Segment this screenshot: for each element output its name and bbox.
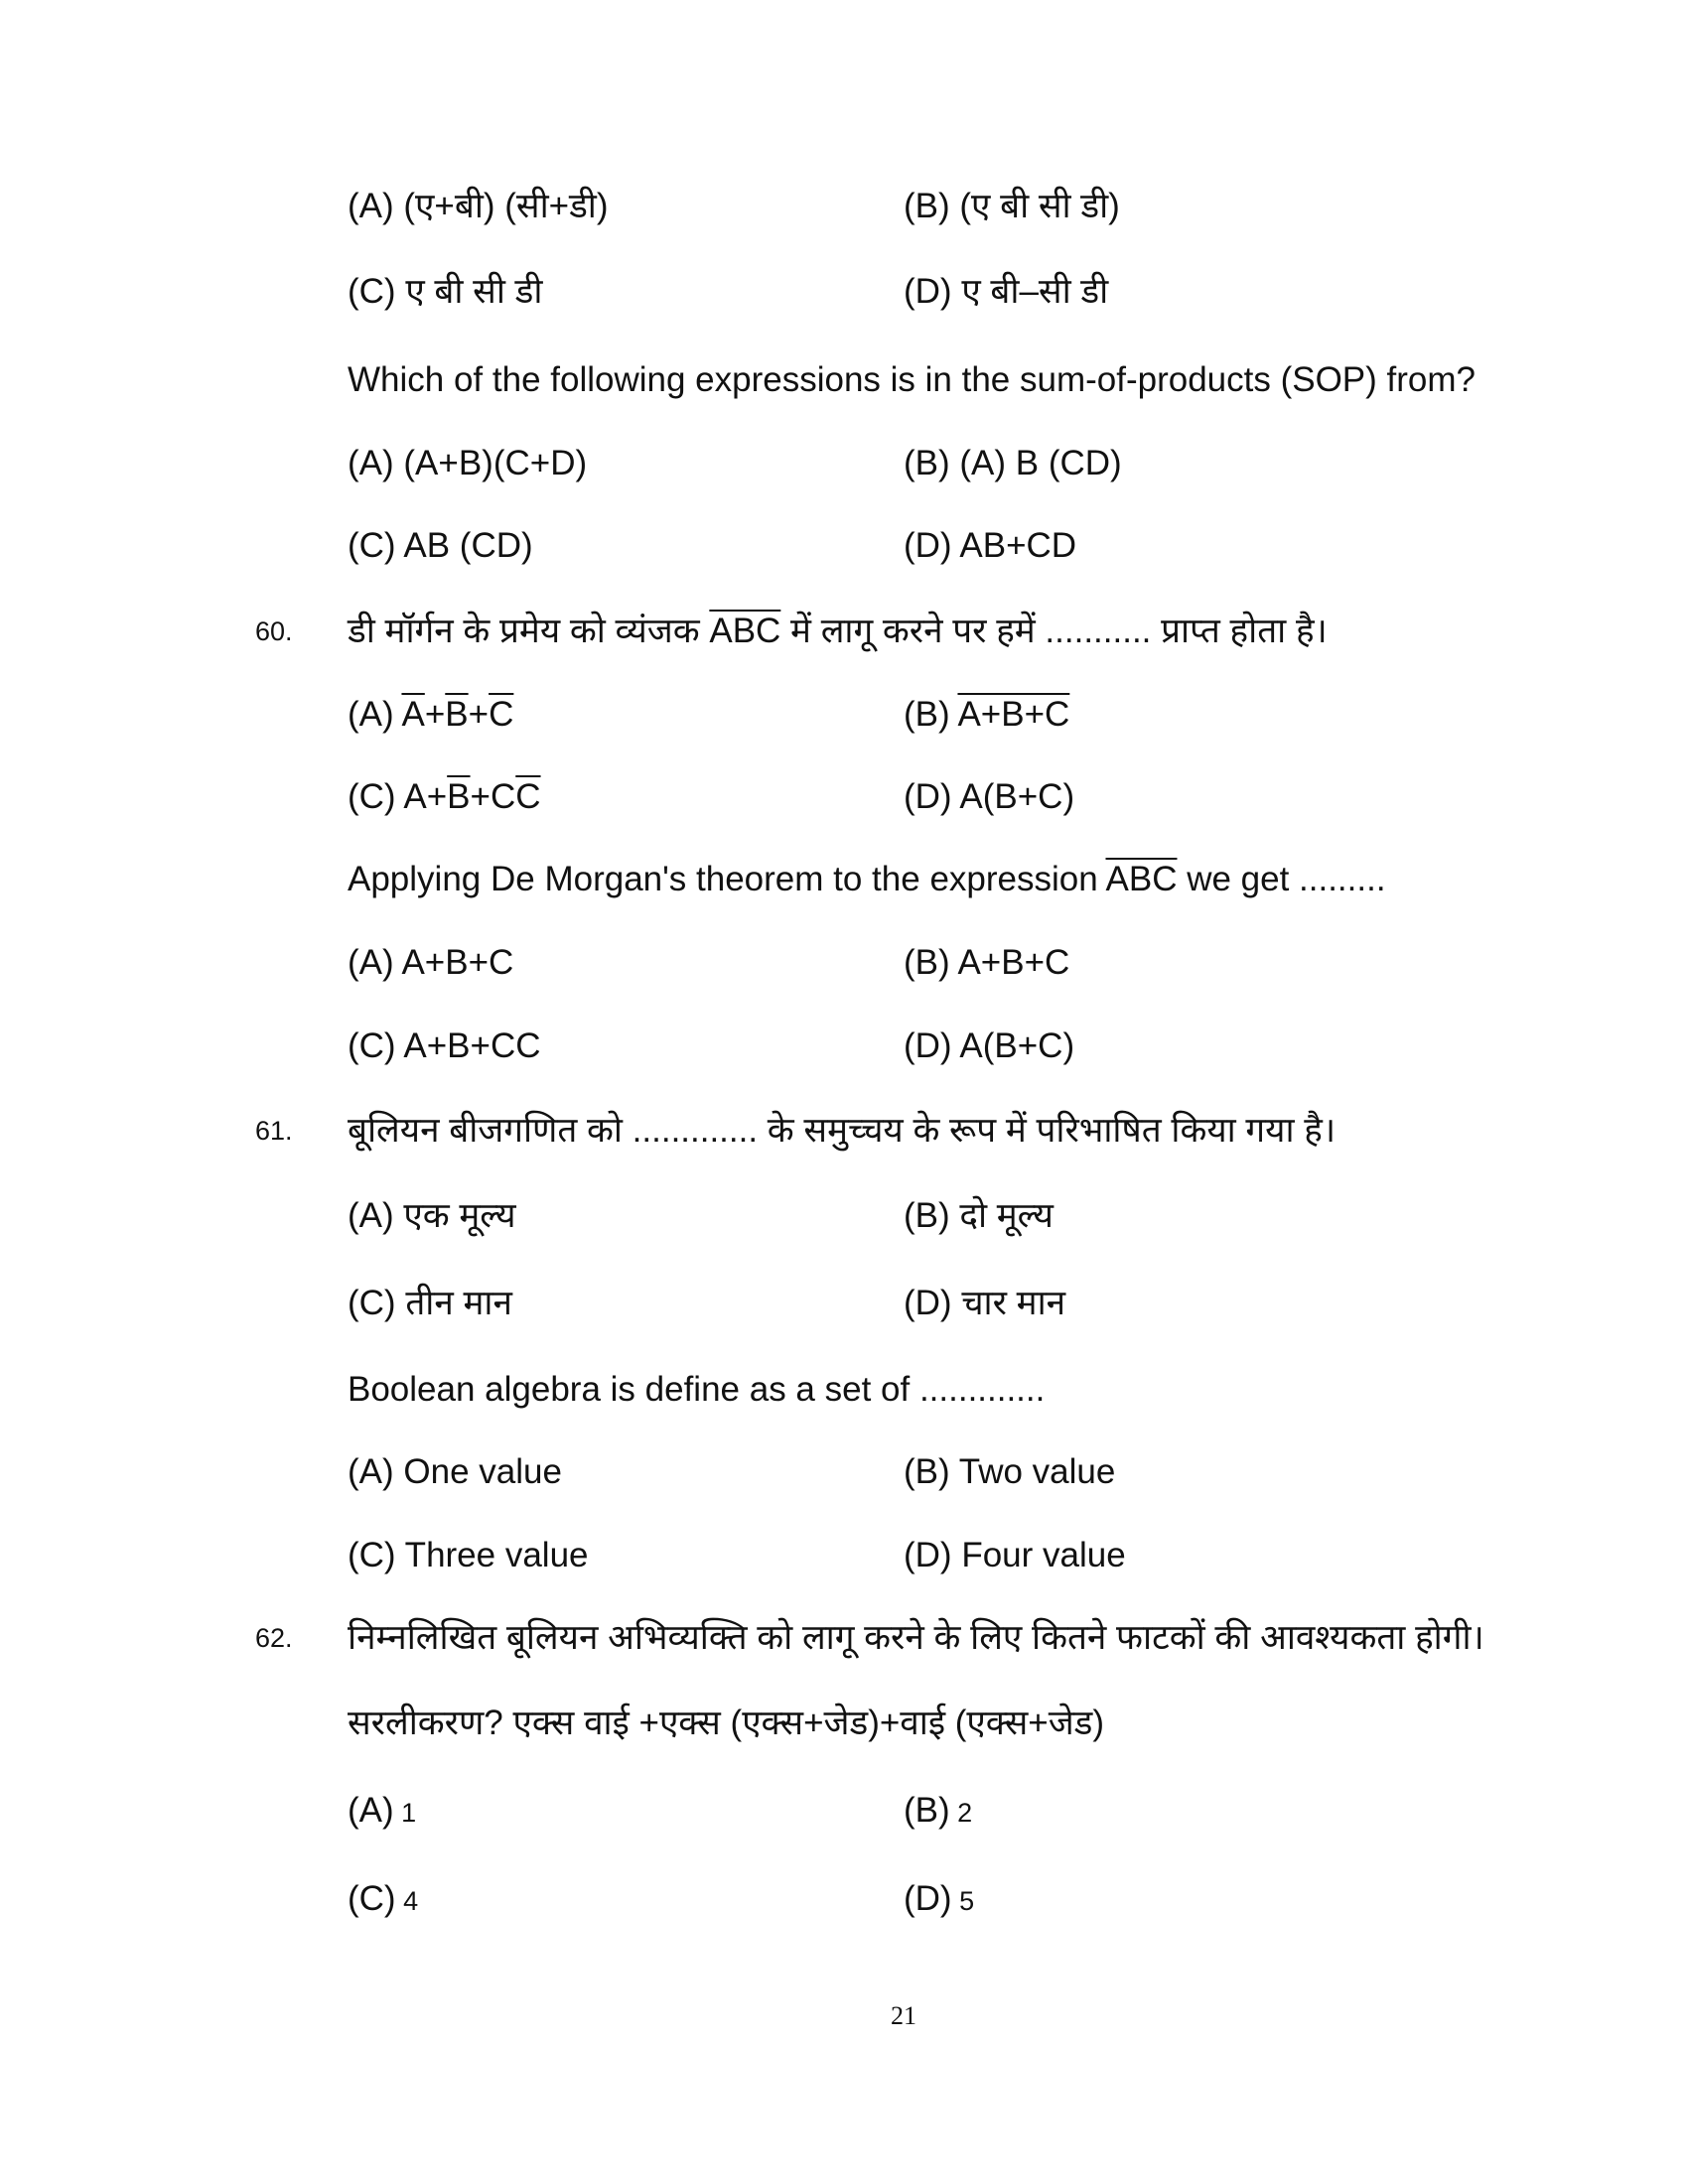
answer-option[interactable]	[904, 772, 1074, 822]
question-stem-row	[0, 855, 1688, 904]
answer-option[interactable]	[348, 938, 513, 988]
answer-option[interactable]	[348, 1447, 562, 1497]
text-segment: निम्नलिखित बूलियन अभिव्यक्ति को लागू करने के लिए कितने फाटकों की आवश्यकता होगी।	[348, 1618, 1484, 1657]
answer-option[interactable]	[904, 1447, 1115, 1497]
question-number: 60.	[255, 616, 293, 646]
question-text	[348, 1699, 1104, 1748]
question-text	[348, 1106, 1336, 1156]
options-row	[0, 1191, 1688, 1241]
option-label: (D)	[904, 1284, 952, 1322]
answer-option[interactable]	[904, 938, 1069, 988]
answer-option[interactable]	[348, 1022, 541, 1071]
question-stem-row	[0, 1365, 1688, 1415]
answer-option[interactable]	[348, 1531, 589, 1580]
options-row	[0, 690, 1688, 740]
option-label: (D)	[904, 272, 952, 311]
option-label: (A)	[348, 695, 394, 734]
option-label: (D)	[904, 526, 952, 565]
text-segment: (ए+बी) (सी+डी)	[393, 187, 609, 225]
option-label: (C)	[348, 1284, 396, 1322]
option-label: (A)	[348, 444, 394, 482]
answer-option[interactable]	[348, 772, 541, 822]
answer-option[interactable]	[348, 521, 533, 571]
text-segment: बूलियन बीजगणित को ............. के समुच्चय के रूप में परिभाषित किया गया है।	[348, 1111, 1336, 1150]
option-label: (C)	[348, 1536, 396, 1574]
text-segment: (A) B (CD)	[949, 444, 1122, 482]
text-segment: Boolean algebra is define as a set of .............	[348, 1370, 1046, 1409]
text-segment: 1	[393, 1798, 417, 1828]
option-label: (A)	[348, 1452, 394, 1491]
text-segment: डी मॉर्गन के प्रमेय को व्यंजक	[348, 612, 710, 650]
question-stem-row	[0, 355, 1688, 405]
option-label: (A)	[348, 1196, 394, 1235]
question-text	[348, 607, 1328, 656]
answer-option[interactable]	[904, 439, 1122, 488]
question-stem-row	[0, 1699, 1688, 1748]
option-label: (C)	[348, 272, 396, 311]
answer-option[interactable]	[904, 1874, 974, 1926]
answer-option[interactable]	[904, 267, 1108, 317]
options-row	[0, 772, 1688, 822]
text-segment: Two value	[949, 1452, 1116, 1491]
option-label: (A)	[348, 1791, 394, 1830]
answer-option[interactable]	[348, 690, 513, 740]
option-label: (B)	[904, 444, 950, 482]
text-segment: 5	[951, 1886, 975, 1916]
text-segment: AB+CD	[951, 526, 1077, 565]
answer-option[interactable]	[904, 1191, 1054, 1241]
question-stem-row	[0, 1106, 1688, 1156]
answer-option[interactable]	[348, 1786, 416, 1838]
question-stem-row	[0, 607, 1688, 656]
text-segment: Which of the following expressions is in the sum-of-products (SOP) from?	[348, 360, 1476, 399]
text-segment: AB (CD)	[395, 526, 533, 565]
options-row	[0, 439, 1688, 488]
option-label: (D)	[904, 1536, 952, 1574]
text-segment: (ए बी सी डी)	[949, 187, 1120, 225]
text-segment: A+B+CC	[395, 1026, 541, 1065]
text-segment: Four value	[951, 1536, 1126, 1574]
question-text	[348, 855, 1386, 904]
option-label: (B)	[904, 695, 950, 734]
answer-option[interactable]	[904, 1279, 1065, 1328]
text-segment: we get .........	[1177, 860, 1386, 898]
question-stem-row	[0, 1613, 1688, 1663]
text-segment: +	[468, 695, 490, 734]
text-segment: A+B+C	[393, 943, 514, 982]
text-segment: (A+B)(C+D)	[393, 444, 588, 482]
option-label: (B)	[904, 1791, 950, 1830]
answer-option[interactable]	[904, 690, 1069, 740]
answer-option[interactable]	[904, 1022, 1074, 1071]
text-segment: Three value	[395, 1536, 589, 1574]
option-label: (A)	[348, 943, 394, 982]
text-segment: चार मान	[951, 1284, 1066, 1322]
overlined-term: $\overline{A}$	[401, 695, 425, 734]
options-row	[0, 1022, 1688, 1071]
text-segment: एक मूल्य	[393, 1196, 516, 1235]
answer-option[interactable]	[348, 267, 542, 317]
question-number: 62.	[255, 1623, 293, 1653]
options-row	[0, 182, 1688, 231]
options-row	[0, 521, 1688, 571]
options-row	[0, 1786, 1688, 1836]
option-label: (D)	[904, 777, 952, 816]
option-label: (D)	[904, 1879, 952, 1918]
text-segment: One value	[393, 1452, 562, 1491]
page-number: 21	[891, 2001, 916, 2030]
options-row	[0, 1279, 1688, 1328]
question-text	[348, 1365, 1045, 1415]
option-label: (B)	[904, 943, 950, 982]
option-label: (B)	[904, 1196, 950, 1235]
overlined-term: A+B+C	[957, 695, 1070, 734]
answer-option[interactable]	[348, 182, 609, 231]
options-row	[0, 938, 1688, 988]
text-segment: में लागू करने पर हमें ........... प्राप्त होता है।	[780, 612, 1328, 650]
options-row	[0, 1531, 1688, 1580]
option-label: (A)	[348, 187, 394, 225]
answer-option[interactable]	[904, 1531, 1126, 1580]
option-label: (D)	[904, 1026, 952, 1065]
option-label: (B)	[904, 187, 950, 225]
option-label: (C)	[348, 526, 396, 565]
answer-option[interactable]	[348, 1191, 516, 1241]
question-text	[348, 1613, 1484, 1663]
text-segment: +	[424, 695, 446, 734]
answer-option[interactable]	[348, 439, 587, 488]
option-label: (C)	[348, 1879, 396, 1918]
text-segment: Applying De Morgan's theorem to the expression	[348, 860, 1106, 898]
text-segment: A(B+C)	[951, 777, 1075, 816]
overlined-term: $\overline{B}$	[447, 777, 471, 816]
text-segment: दो मूल्य	[949, 1196, 1054, 1235]
options-row	[0, 1874, 1688, 1924]
text-segment: +C	[470, 777, 516, 816]
text-segment: ए बी सी डी	[395, 272, 543, 311]
answer-option[interactable]	[348, 1874, 418, 1926]
text-segment: तीन मान	[395, 1284, 512, 1322]
overlined-term: $\overline{C}$	[489, 695, 514, 734]
overlined-term: $\overline{B}$	[445, 695, 469, 734]
options-row	[0, 1447, 1688, 1497]
text-segment: A+B+C	[949, 943, 1070, 982]
question-text	[348, 355, 1476, 405]
question-number: 61.	[255, 1116, 293, 1146]
answer-option[interactable]	[904, 521, 1076, 571]
text-segment: 4	[395, 1886, 419, 1916]
option-label: (C)	[348, 777, 396, 816]
answer-option[interactable]	[348, 1279, 512, 1328]
overlined-term: $\overline{ABC}$	[709, 612, 781, 650]
text-segment: 2	[949, 1798, 973, 1828]
answer-option[interactable]	[904, 1786, 972, 1838]
text-segment: ए बी–सी डी	[951, 272, 1109, 311]
answer-option[interactable]	[904, 182, 1120, 231]
overlined-term: $\overline{C}$	[515, 777, 541, 816]
overlined-term: $\overline{ABC}$	[1105, 860, 1178, 898]
options-row	[0, 267, 1688, 317]
text-segment: A+	[395, 777, 448, 816]
option-label: (B)	[904, 1452, 950, 1491]
text-segment: सरलीकरण? एक्स वाई +एक्स (एक्स+जेड)+वाई (एक्स+जेड)	[348, 1704, 1105, 1742]
text-segment: A(B+C)	[951, 1026, 1075, 1065]
option-label: (C)	[348, 1026, 396, 1065]
